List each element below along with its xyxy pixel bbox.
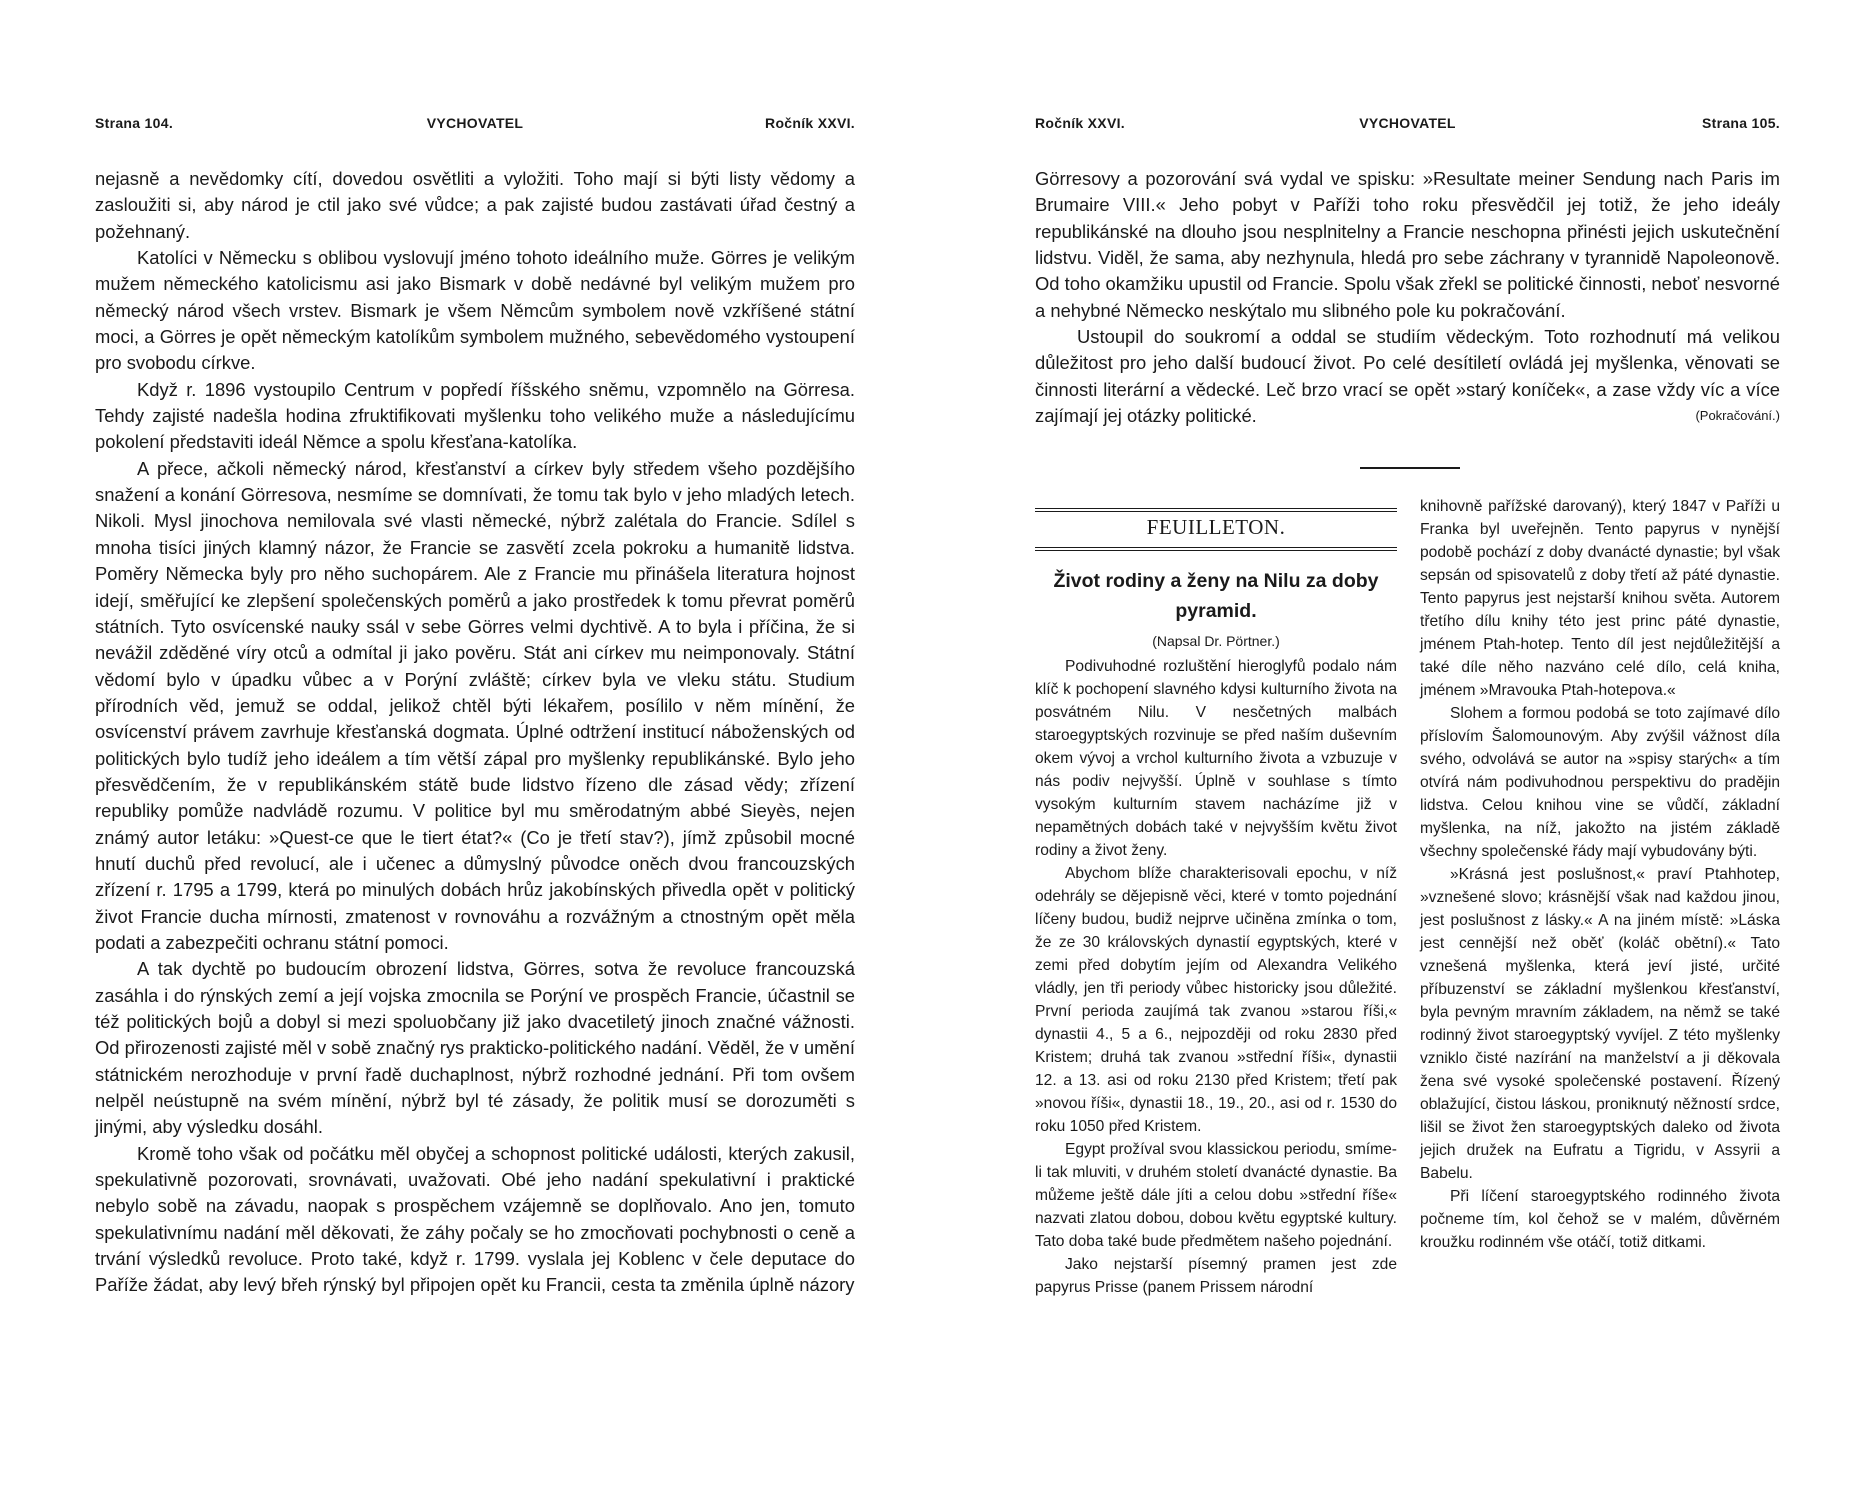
feuilleton-banner (1035, 496, 1397, 550)
paragraph: »Krásná jest poslušnost,« praví Ptahhotep, »vznešené slovo; krásnější však nad každou jinou, jest poslušnost z lásky.« A na jiném místě: »Láska jest cennější než oběť (koláč obětní).« Tato vznešená myšlenka, která jeví jisté, určité příbuzenství se základní myšlenkou křesťanství, byla pevným mravním základem, na němž se také rodinný život staroegyptský vyvíjel. Z této myšlenky vzniklo čisté nazírání na manželství a ji děkovala žena své vysoké společenské postavení. Řízený oblažující, čistou láskou, proniknutý něžností srdce, lišil se život žen staroegyptských daleko od života jejich družek na Eufratu a Tigridu, v Assyrii a Babelu. (1420, 866, 1780, 1182)
journal-title: VYCHOVATEL (1359, 115, 1456, 131)
paragraph: knihovně pařížské darovaný), který 1847 v Paříži u Franka byl uveřejněn. Tento papyrus v nynější podobě pochází z doby dvanácté dynastie; byl však sepsán od spisovatelů z doby třetí až páté dynastie. Tento papyrus jest nejstarší knihou světa. Autorem třetího dílu knihy této jest princ páté dynastie, jménem Ptah-hotep. Tento díl jest nejdůležitější a také díle něho nazváno celé dílo, celá kniha, jménem »Mravouka Ptah-hotepova.« (1420, 498, 1780, 699)
paragraph: Kromě toho však od počátku měl obyčej a schopnost politické události, kterých zakusil, spekulativně pozorovati, srovnávati, uvažovati. Obé jeho nadání spekulativní i praktické nebylo sobě na závadu, naopak s prospěchem vzájemně se doplňovalo. Ano jen, tomuto spekulativnímu nadání měl děkovati, že záhy počaly se ho zmocňovati pochybnosti o ceně a trvání výsledků revoluce. Proto také, když r. 1799. vyslala jej Koblenc v čele deputace do Paříže žádat, aby levý břeh rýnský byl připojen opět ku Francii, cesta ta změnila úplně názory (95, 1142, 855, 1296)
paragraph: A tak dychtě po budoucím obrození lidstva, Görres, sotva že revoluce francouzská zasáhla i do rýnských zemí a její vojska zmocnila se Porýní ve prospěch Francie, účastnil se též politických bojů a dobyl si mezi spoluobčany již jako dvacetiletý jinoch značné vážnosti. Od přirozenosti zajisté měl v sobě značný rys prakticko-politického nadání. Věděl, že v umění státnickém nerozhoduje v první řadě duchaplnost, nýbrž rozhodné jednání. Při tom ovšem nelpěl neústupně na svém mínění, nýbrž byl té zásady, že politik musí se dorozuměti s jinými, aby výsledku dosáhl. (95, 958, 855, 1138)
left-page (95, 0, 855, 1500)
paragraph: Při líčení staroegyptského rodinného života počneme tím, kol čehož se v malém, důvěrném kroužku rodinném vše otáčí, totiž ditkami. (1420, 1188, 1780, 1251)
paragraph: Když r. 1896 vystoupilo Centrum v popředí říšského sněmu, vzpomnělo na Görresa. Tehdy zajisté nadešla hodina zfruktifikovati myšlenku toho velikého muže a následujícímu pokolení představiti ideál Němce a spolu křesťana-katolíka. (95, 378, 855, 453)
right-running-head (1035, 115, 1780, 139)
paragraph (1035, 324, 1780, 429)
feuilleton-heading: FEUILLETON. (1146, 515, 1286, 539)
paragraph: nejasně a nevědomky cítí, dovedou osvětliti a vyložiti. Toho mají si býti listy vědomy a zasloužiti si, aby národ je ctil jako své vůdce; a pak zajisté budou zastávati úřad čestný a požehnaný. (95, 168, 855, 242)
paragraph: Jako nejstarší písemný pramen jest zde papyrus Prisse (panem Prissem národní (1035, 1256, 1397, 1296)
page-number: Strana 104. (95, 115, 174, 131)
feuilleton-column-2 (1420, 495, 1780, 1254)
feuilleton-column-1 (1035, 496, 1397, 1299)
section-divider (1360, 467, 1460, 469)
left-running-head (95, 115, 855, 139)
paragraph-text: Ustoupil do soukromí a oddal se studiím vědeckým. Toto rozhodnutí má velikou důležitost pro jeho další budoucí život. Po celé desítiletí ovládá jej myšlenka, věnovati se činnosti literární a vědecké. Leč brzo vrací se opět »starý koníček«, a zase vždy víc a více zajímají jej otázky politické. (1035, 326, 1780, 427)
paragraph: Katolíci v Německu s oblibou vyslovují jméno tohoto ideálního muže. Görres je velikým mužem německého katolicismu asi jako Bismark v době nedávné byl velikým mužem pro německý národ všech vrstev. Bismark je všem Němcům symbolem nově vzkříšené státní moci, a Görres je opět německým katolíkům symbolem mužného, sebevědomého vystoupení pro svobodu církve. (95, 247, 855, 374)
right-page (1035, 0, 1780, 1500)
right-body-text (1035, 166, 1780, 429)
volume-label: Ročník XXVI. (1035, 115, 1125, 131)
paragraph: Slohem a formou podobá se toto zajímavé dílo příslovím Šalomounovým. Aby zvýšil vážnost díla svého, odvolává se autor na »spisy starých« a tím otvírá nám podivuhodnou perspektivu do pradějin lidstva. Celou knihou vine se vůdčí, základní myšlenka, na níž, jakožto na jistém základě všechny společenské řády mají vybudovány býti. (1420, 705, 1780, 860)
article-title: Život rodiny a ženy na Nilu za doby pyramid. (1053, 570, 1379, 622)
paragraph: A přece, ačkoli německý národ, křesťanství a církev byly středem všeho pozdějšího snažení a konání Görresova, nesmíme se domnívati, že tomu tak bylo v jeho mladých letech. Nikoli. Mysl jinochova nemilovala své vlasti německé, nýbrž zalétala do Francie. Sdílel s mnoha tisíci jiných klamný názor, že Francie se zasvětí zcela pokroku a humanitě lidstva. Poměry Německa byly pro něho suchopárem. Ale z Francie mu přinášela literatura hojnost idejí, směřující ke zlepšení společenských poměrů a jako prostředek k tomu převrat poměrů státních. Tyto osvícenské nauky ssál v sebe Görres velmi dychtivě. A to byla i příčina, že si nevážil zděděné víry otců a odmítal ji jako pověru. Stát ani církev mu neimponovaly. Státní vědomí bylo v úpadku vůbec a v Porýní zvláště; církev byla ve vleku státu. Studium přírodních věd, jemuž se oddal, jelikož chtěl býti lékařem, posílilo v něm mínění, že osvícenství právem zavrhuje křesťanská dogmata. Úplné odtržení institucí náboženských od politických bylo tudíž jeho ideálem a tím větší zápal pro myšlenky republikánské. Bylo jeho přesvědčením, že v republikánském státě bude lidstvo řízeno dle zásad vědy; zřízení republiky pomůže nadvládě rozumu. V politice byl mu směrodatným abbé Sieyès, nejen známý autor letáku: »Quest-ce que le tiert état?« (Co je třetí stav?), jímž způsobil mocné hnutí duchů před revolucí, ale i učenec a důmyslný původce oněch dvou francouzských zřízení r. 1795 a 1799, která po minulých dobách hrůz jakobínských přivedla opět v politický život Francie ducha mírnosti, zmatenost v rovnováhu a rozvážným a ctnostným opět měla podati a zabezpečiti ochranu státní pomoci. (95, 457, 855, 953)
journal-title: VYCHOVATEL (426, 115, 524, 131)
paragraph: Görresovy a pozorování svá vydal ve spisku: »Resultate meiner Sendung nach Paris im Brumaire VIII.« Jeho pobyt v Paříži toho roku přesvědčil jej totiž, že jeho ideály republikánské na dlouho jsou nesplnitelny a Francie neschopna přinésti jejich uskutečnění lidstvu. Viděl, že sama, aby nezhynula, hledá pro sebe záchrany v tyrannidě Napoleonově. Od toho okamžiku upustil od Francie. Spolu však zřekl se politické činnosti, neboť nesvorné a nehybné Německo neskýtalo mu slibného pole ku pokračování. (1035, 168, 1780, 321)
continued-note: (Pokračování.) (1695, 408, 1780, 424)
paragraph: Egypt prožíval svou klassickou periodu, smíme-li tak mluviti, v druhém století dvanácté dynastie. Ba můžeme ještě dále jíti a celou dobu »střední říše« nazvati zlatou dobou, dobou květu egyptské kultury. Tato doba také bude předmětem našeho pojednání. (1035, 1141, 1397, 1250)
left-body-text (95, 166, 855, 1299)
page-number: Strana 105. (1701, 115, 1780, 131)
volume-label: Ročník XXVI. (765, 115, 855, 131)
byline: (Napsal Dr. Pörtner.) (1152, 633, 1280, 649)
paragraph: Abychom blíže charakterisovali epochu, v níž odehrály se dějepisně věci, které v tomto pojednání líčeny budou, budiž nejprve učiněna zmínka o tom, že ze 30 královských dynastií egyptských, které v zemi před dobytím jejím od Alexandra Velikého vládly, jen tři periody vůbec historicky jsou důležité. První perioda zaujímá tak zvanou »starou říši,« dynastii 4., 5 a 6., nejpozději od roku 2830 před Kristem; druhá tak zvanou »střední říši«, dynastii 12. a 13. asi od roku 2130 před Kristem; třetí pak »novou říši«, dynastii 18., 19., 20., asi od r. 1530 do roku 1050 před Kristem. (1035, 865, 1397, 1135)
paragraph: Podivuhodné rozluštění hieroglyfů podalo nám klíč k pochopení slavného kdysi kulturního života na posvátném Nilu. V nesčetných malbách staroegyptských rozvinuje se před naším duševním okem vývoj a vrchol kulturního života a vzbuzuje v nás podiv nejvyšší. Úplně v souhlase s tímto vysokým kulturním stavem nacházíme již v nepamětných dobách také v nejvyšším květu život rodiny a život ženy. (1035, 658, 1397, 859)
